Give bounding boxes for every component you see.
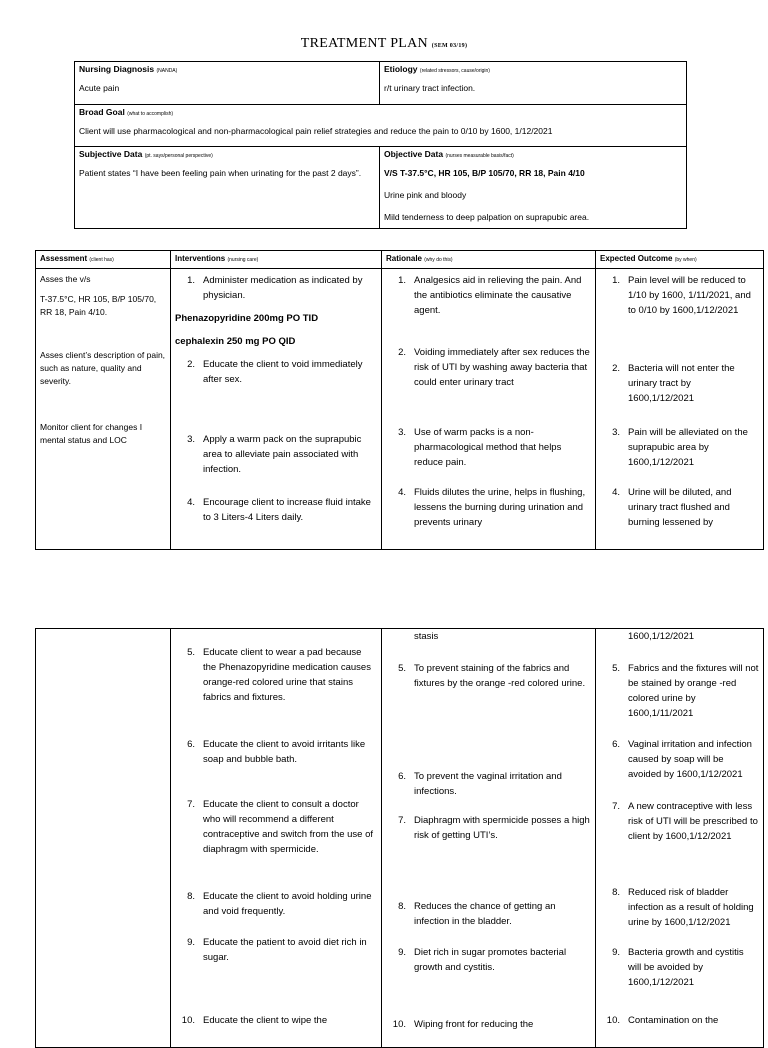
rationale-header	[382, 251, 596, 269]
outcome-header-hint: (by when)	[674, 257, 697, 263]
rationale-item: 6. To prevent the vaginal irritation and infections.	[398, 771, 562, 797]
outcome-item: 10. Contamination on the	[606, 1015, 719, 1026]
rationale-item: 7. Diaphragm with spermicide posses a high risk of getting UTI’s.	[398, 815, 590, 841]
assessment-cell-continued	[36, 629, 171, 1048]
title-text: TREATMENT PLAN	[300, 36, 428, 51]
outcome-item: 5. Fabrics and the fixtures will not be stained by orange -red colored urine by 1600,1/11/2021	[612, 663, 759, 719]
etiology-label: Etiology	[384, 64, 418, 74]
interventions-header-hint: (nursing care)	[227, 257, 259, 263]
rationale-item: 1. Analgesics aid in relieving the pain. And the antibiotics eliminate the causative agent.	[398, 275, 582, 316]
nursing-diagnosis-cell	[75, 62, 380, 105]
subjective-cell	[75, 147, 380, 229]
rationale-item: 9. Diet rich in sugar promotes bacterial growth and cystitis.	[398, 947, 567, 973]
intervention-item: 3. Apply a warm pack on the suprapubic area to alleviate pain associated with infection.	[187, 434, 362, 475]
rationale-header-hint: (why do this)	[424, 257, 453, 263]
subjective-label: Subjective Data	[79, 149, 143, 159]
interventions-header	[171, 251, 382, 269]
rationale-item: 10. Wiping front for reducing the	[392, 1019, 534, 1030]
broad-goal-cell	[75, 105, 687, 147]
assessment-item: Asses the v/s	[40, 274, 91, 284]
rationale-item: 2. Voiding immediately after sex reduces the risk of UTI by washing away bacteria that could enter urinary tract	[398, 347, 590, 388]
outcome-cell	[596, 269, 764, 550]
assessment-item: T-37.5°C, HR 105, B/P 105/70, RR 18, Pain 4/10.	[40, 294, 157, 317]
objective-cell	[380, 147, 687, 229]
objective-hint: (nurses measurable basis/fact)	[445, 153, 514, 159]
outcome-header	[596, 251, 764, 269]
etiology-cell	[380, 62, 687, 105]
intervention-item: 2. Educate the client to void immediately after sex.	[187, 359, 363, 385]
title-note: (SEM 03/19)	[431, 43, 468, 49]
outcome-item: 2. Bacteria will not enter the urinary tract by 1600,1/12/2021	[612, 363, 735, 404]
intervention-item: 6. Educate the client to avoid irritants like soap and bubble bath.	[187, 739, 366, 765]
subjective-hint: (pt. says/personal perspective)	[144, 153, 213, 159]
etiology-value: r/t urinary tract infection.	[384, 83, 476, 93]
assessment-header	[36, 251, 171, 269]
broad-goal-value: Client will use pharmacological and non-pharmacological pain relief strategies and reduce the pain to 0/10 by 1600, 1/12/2021	[79, 126, 553, 136]
rationale-cell	[382, 269, 596, 550]
intervention-item: 7. Educate the client to consult a doctor who will recommend a different contraceptive and switch from the use of diaphragm with spermicide.	[187, 799, 374, 855]
care-plan-table-continued	[35, 628, 764, 1048]
rationale-cell-continued	[382, 629, 596, 1048]
interventions-cell-continued	[171, 629, 382, 1048]
objective-label: Objective Data	[384, 149, 444, 159]
rationale-item: 4. Fluids dilutes the urine, helps in flushing, lessens the burning during urination and prevents urinary	[398, 487, 586, 528]
intervention-item: 8. Educate the client to avoid holding urine and void frequently.	[187, 891, 372, 917]
outcome-item: 6. Vaginal irritation and infection caused by soap will be avoided by 1600,1/12/2021	[612, 739, 752, 780]
outcome-item: 9. Bacteria growth and cystitis will be avoided by 1600,1/12/2021	[612, 947, 744, 988]
assessment-header-label: Assessment	[40, 254, 88, 263]
assessment-cell	[36, 269, 171, 550]
outcome-continuation: 1600,1/12/2021	[628, 631, 695, 642]
intervention-item: 5. Educate client to wear a pad because the Phenazopyridine medication causes orange-red colored urine that stains fabrics and fixtures.	[187, 647, 371, 703]
subjective-value: Patient states “I have been feeling pain when urinating for the past 2 days”.	[79, 168, 362, 178]
interventions-cell	[171, 269, 382, 550]
rationale-item: 5. To prevent staining of the fabrics and fixtures by the orange -red colored urine.	[398, 663, 586, 689]
broad-goal-label: Broad Goal	[79, 107, 125, 117]
intervention-item: 1. Administer medication as indicated by physician.	[187, 275, 363, 301]
med-cephalexin: cephalexin 250 mg PO QID	[175, 336, 296, 347]
rationale-item: 3. Use of warm packs is a non-pharmacological method that helps reduce pain.	[398, 427, 562, 468]
outcome-item: 8. Reduced risk of bladder infection as a result of holding urine by 1600,1/12/2021	[612, 887, 754, 928]
diagnosis-table	[74, 61, 687, 229]
interventions-header-label: Interventions	[175, 254, 226, 263]
objective-vitals: V/S T-37.5°C, HR 105, B/P 105/70, RR 18, Pain 4/10	[384, 168, 585, 178]
intervention-item: 4. Encourage client to increase fluid intake to 3 Liters-4 Liters daily.	[187, 497, 371, 523]
objective-urine: Urine pink and bloody	[384, 190, 467, 200]
assessment-header-hint: (client has)	[89, 257, 114, 263]
nursing-diagnosis-hint: (NANDA)	[156, 68, 178, 74]
rationale-header-label: Rationale	[386, 254, 423, 263]
outcome-item: 1. Pain level will be reduced to 1/10 by 1600, 1/11/2021, and to 0/10 by 1600,1/12/2021	[612, 275, 751, 316]
objective-tenderness: Mild tenderness to deep palpation on suprapubic area.	[384, 212, 590, 222]
broad-goal-hint: (what to accomplish)	[127, 111, 174, 117]
nursing-diagnosis-label: Nursing Diagnosis	[79, 64, 155, 74]
rationale-continuation: stasis	[414, 631, 439, 642]
nursing-diagnosis-value: Acute pain	[79, 83, 120, 93]
assessment-item: Asses client’s description of pain, such as nature, quality and severity.	[40, 350, 166, 386]
intervention-item: 9. Educate the patient to avoid diet rich in sugar.	[187, 937, 367, 963]
care-plan-table	[35, 250, 764, 550]
etiology-hint: (related stressors, cause/origin)	[419, 68, 490, 74]
assessment-item: Monitor client for changes I mental status and LOC	[40, 422, 143, 445]
rationale-item: 8. Reduces the chance of getting an infection in the bladder.	[398, 901, 556, 927]
intervention-item: 10. Educate the client to wipe the	[181, 1015, 328, 1026]
document-title	[0, 36, 768, 52]
outcome-header-label: Expected Outcome	[600, 254, 673, 263]
outcome-item: 7. A new contraceptive with less risk of UTI will be prescribed to client by 1600,1/12/2021	[612, 801, 758, 842]
outcome-item: 4. Urine will be diluted, and urinary tract flushed and burning lessened by	[612, 487, 732, 528]
outcome-item: 3. Pain will be alleviated on the suprapubic area by 1600,1/12/2021	[612, 427, 748, 468]
med-phenazopyridine: Phenazopyridine 200mg PO TID	[175, 313, 319, 324]
outcome-cell-continued	[596, 629, 764, 1048]
